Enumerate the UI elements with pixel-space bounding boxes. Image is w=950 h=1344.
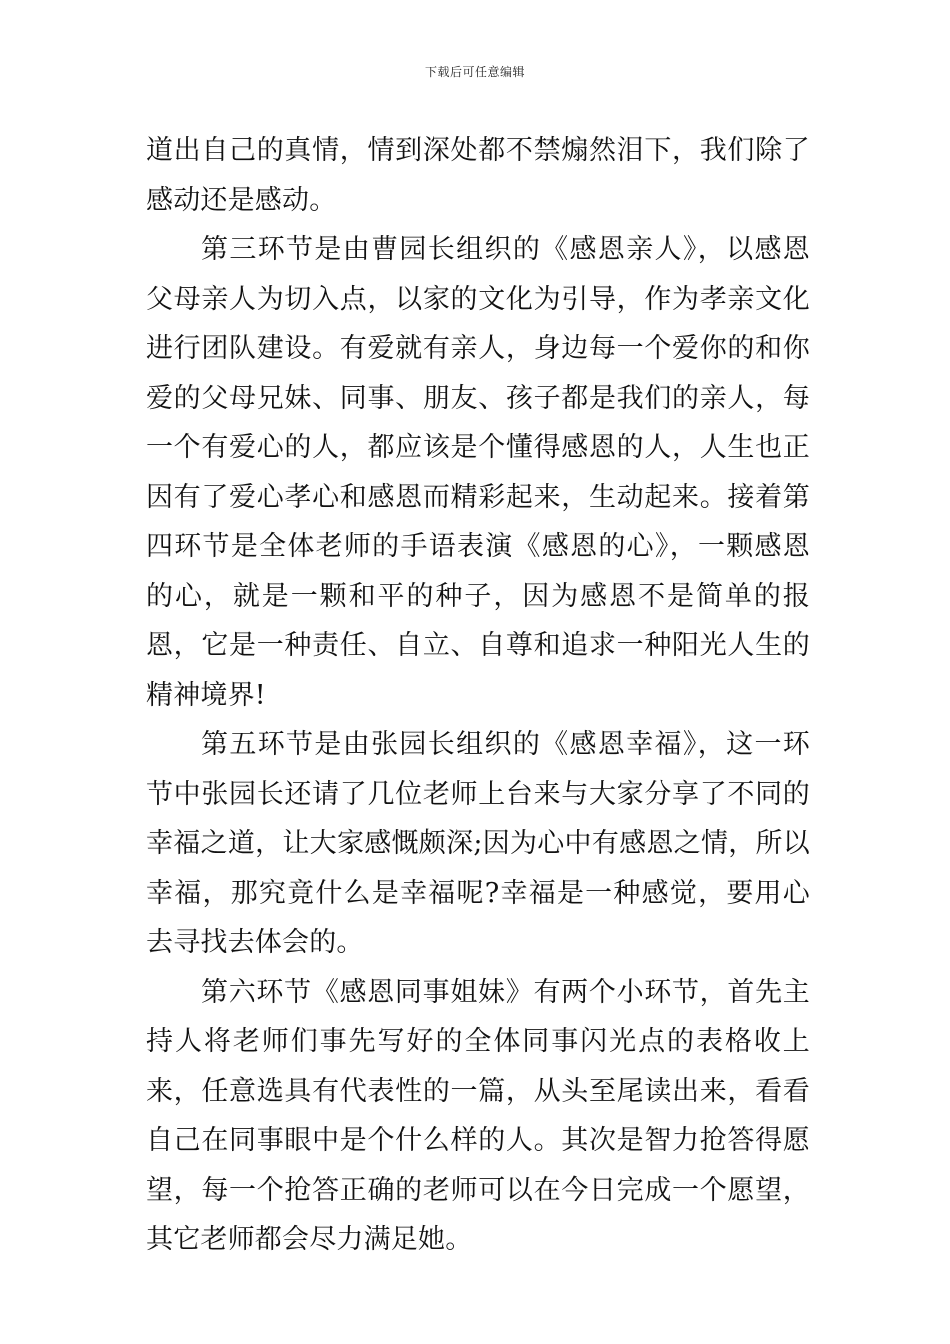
paragraph-section-six: 第六环节《感恩同事姐妹》有两个小环节，首先主持人将老师们事先写好的全体同事闪光点的表格收上来，任意选具有代表性的一篇，从头至尾读出来，看看自己在同事眼中是个什么样的人。其次是智力抢答得愿望，每一个抢答正确的老师可以在今日完成一个愿望，其它老师都会尽力满足她。 [146,976,810,1255]
paragraph-section-five: 第五环节是由张园长组织的《感恩幸福》，这一环节中张园长还请了几位老师上台来与大家分享了不同的幸福之道，让大家感慨颇深;因为心中有感恩之情，所以幸福，那究竟什么是幸福呢?幸福是一种感觉，要用心去寻找去体会的。 [146,729,810,958]
document-body [146,126,810,1265]
page-header: 下载后可任意编辑 [424,65,525,79]
paragraph-section-three: 第三环节是由曹园长组织的《感恩亲人》，以感恩父母亲人为切入点，以家的文化为引导，作为孝亲文化进行团队建设。有爱就有亲人，身边每一个爱你的和你爱的父母兄妹、同事、朋友、孩子都是我们的亲人，每一个有爱心的人，都应该是个懂得感恩的人，人生也正因有了爱心孝心和感恩而精彩起来，生动起来。接着第四环节是全体老师的手语表演《感恩的心》，一颗感恩的心，就是一颗和平的种子，因为感恩不是简单的报恩，它是一种责任、自立、自尊和追求一种阳光人生的精神境界! [146,234,810,711]
paragraph-continuation: 道出自己的真情，情到深处都不禁煽然泪下，我们除了感动还是感动。 [146,135,810,216]
